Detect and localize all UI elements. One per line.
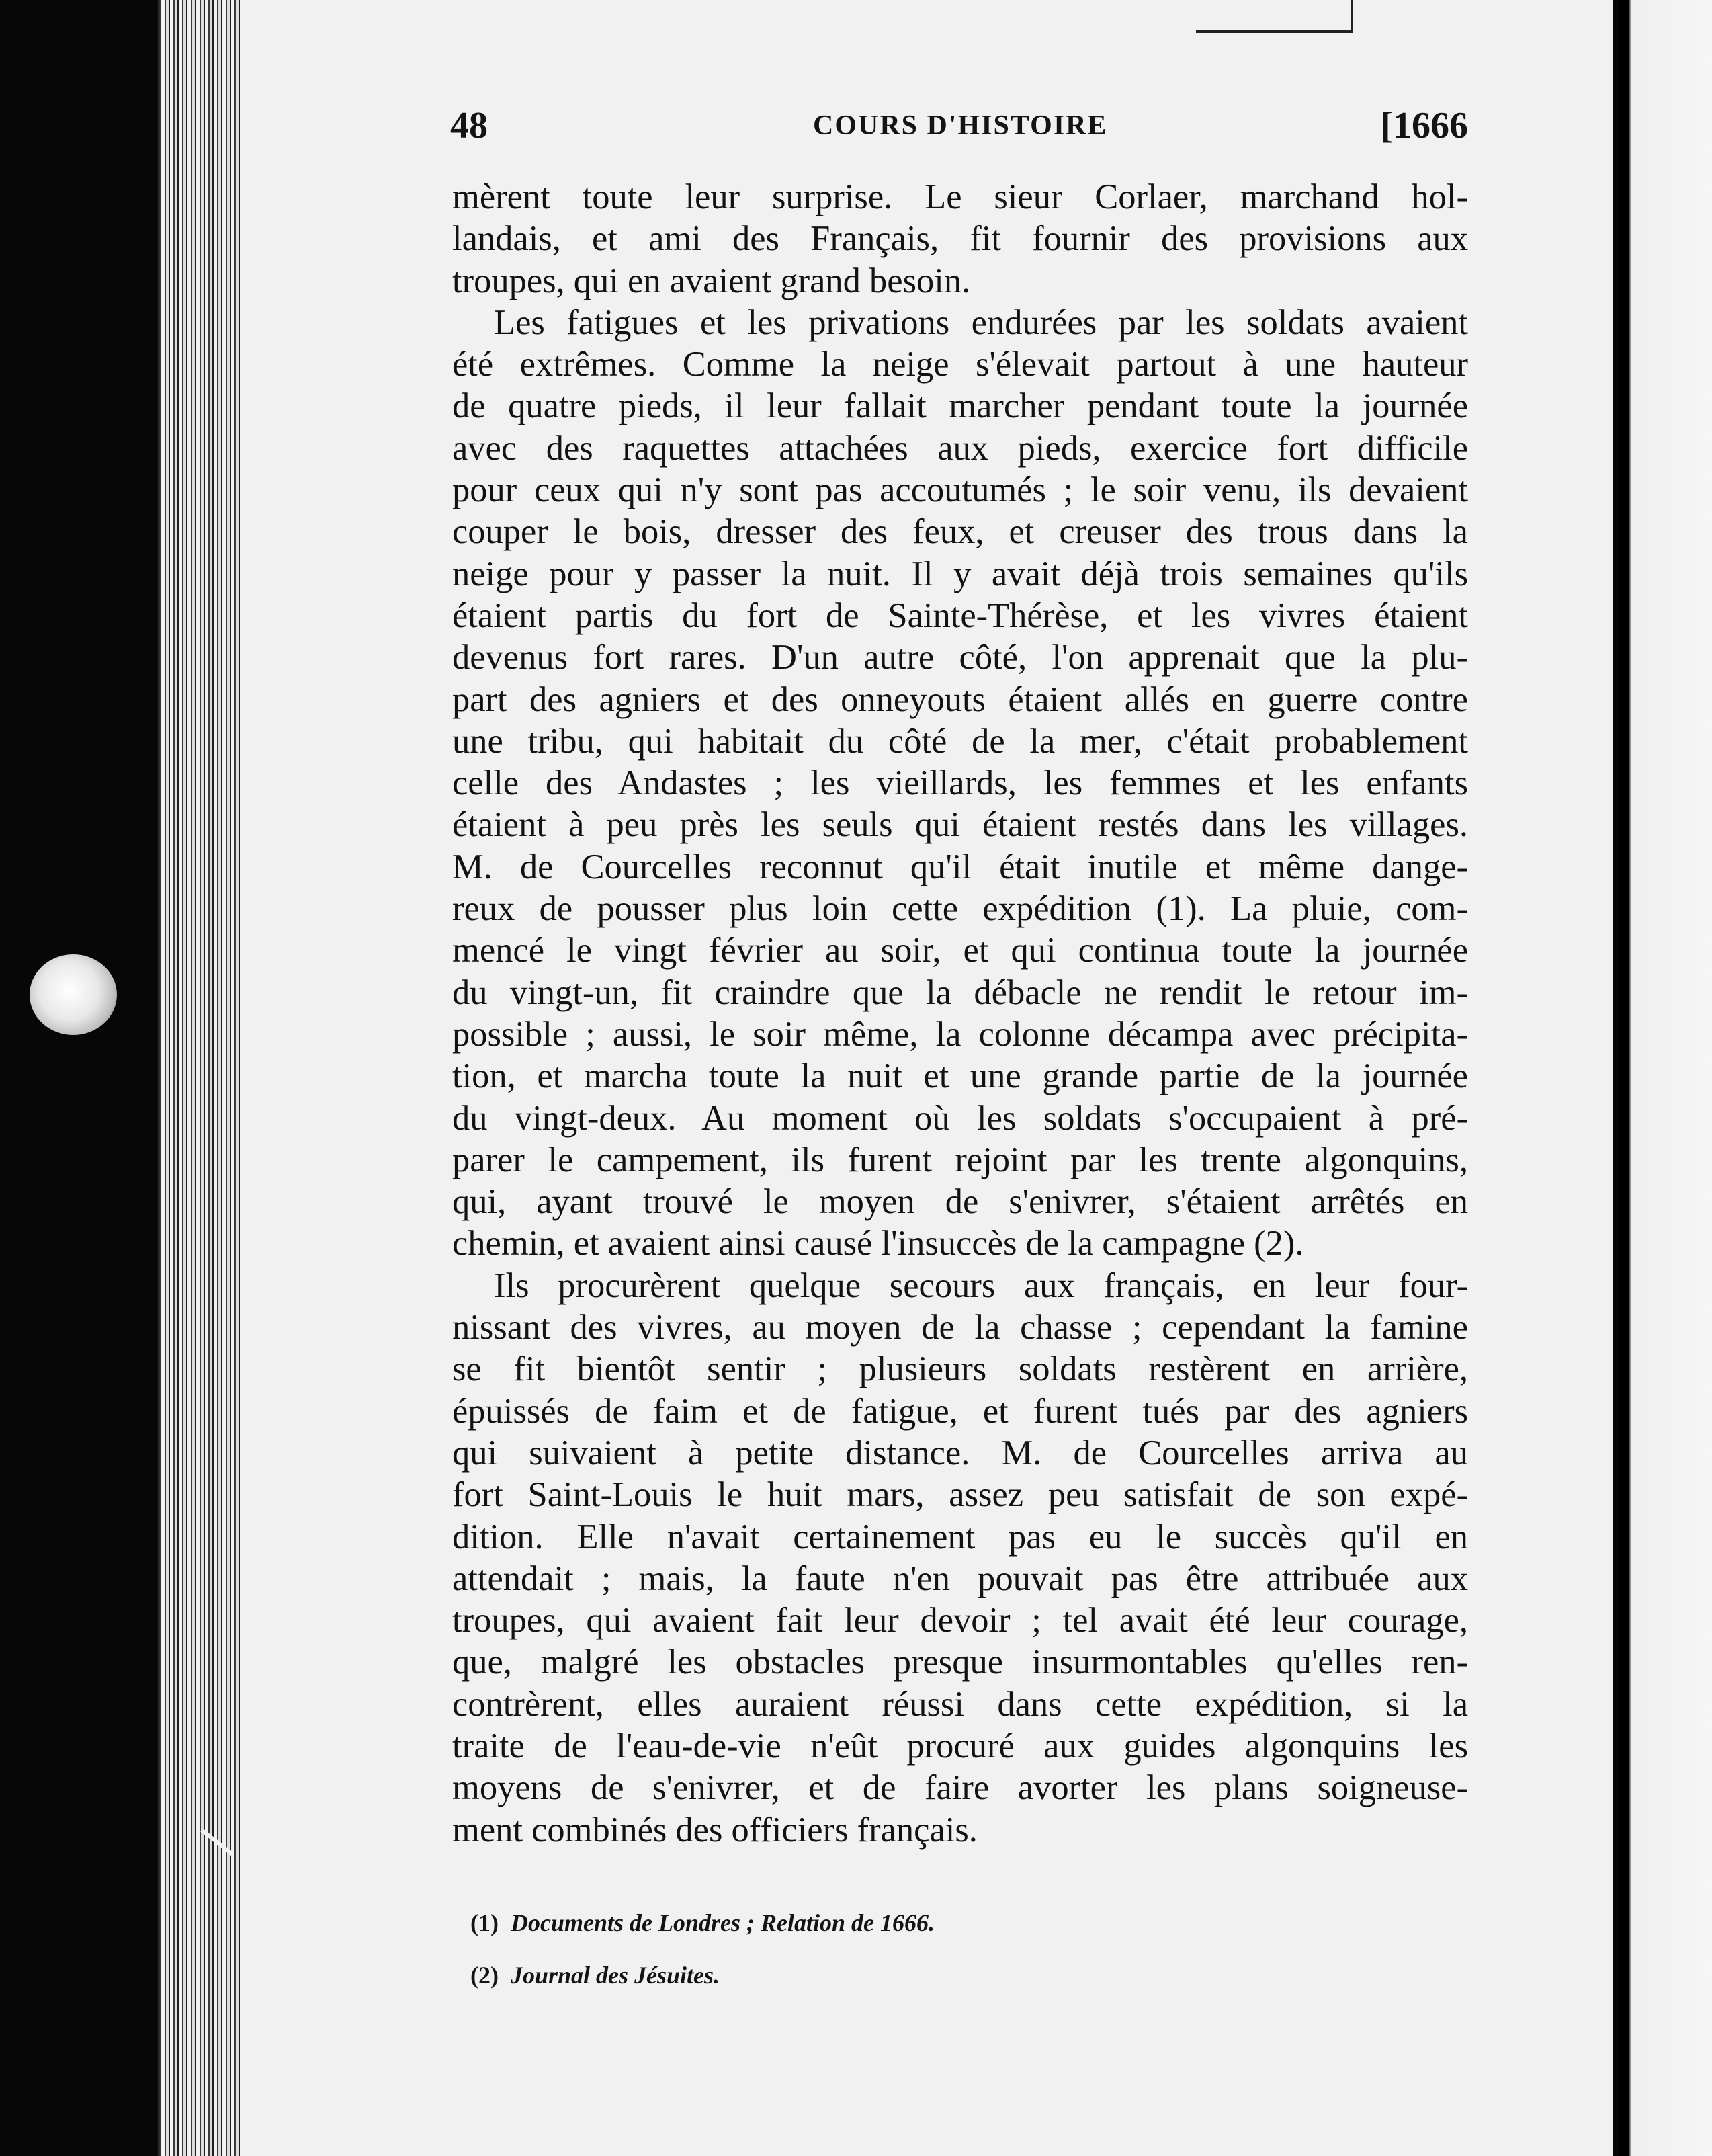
text-line: qui suivaient à petite distance. M. de Courcelles arriva au <box>452 1433 1468 1473</box>
text-line: ment combinés des officiers français. <box>452 1810 978 1850</box>
text-line: avec des raquettes attachées aux pieds, exercice fort difficile <box>452 428 1468 468</box>
text-line: que, malgré les obstacles presque insurmontables qu'elles ren- <box>452 1643 1468 1682</box>
text-line: moyens de s'enivrer, et de faire avorter les plans soigneuse- <box>452 1768 1468 1808</box>
footnote-1 <box>470 1897 1411 1949</box>
text-line: mèrent toute leur surprise. Le sieur Corlaer, marchand hol- <box>452 177 1468 216</box>
text-line: possible ; aussi, le soir même, la colonne décampa avec précipita- <box>452 1014 1468 1054</box>
text-line: devenus fort rares. D'un autre côté, l'on apprenait que la plu- <box>452 638 1468 677</box>
footnote-mark: (2) <box>470 1962 499 1989</box>
text-line: chemin, et avaient ainsi causé l'insuccès de la campagne (2). <box>452 1224 1304 1263</box>
footnote-2 <box>470 1949 1411 2001</box>
text-line: troupes, qui en avaient grand besoin. <box>452 261 971 300</box>
text-line: qui, ayant trouvé le moyen de s'enivrer, s'étaient arrêtés en <box>452 1182 1468 1222</box>
footnotes <box>470 1897 1411 2001</box>
text-line: du vingt-un, fit craindre que la débacle ne rendit le retour im- <box>452 972 1468 1012</box>
text-line: mencé le vingt février au soir, et qui continua toute la journée <box>452 931 1468 970</box>
text-line: nissant des vivres, au moyen de la chasse ; cependant la famine <box>452 1308 1468 1348</box>
text-line: pour ceux qui n'y sont pas accoutumés ; le soir venu, ils devaient <box>452 470 1468 510</box>
running-header <box>450 97 1468 158</box>
text-line: du vingt-deux. Au moment où les soldats s'occupaient à pré- <box>452 1098 1468 1138</box>
text-line: parer le campement, ils furent rejoint par les trente algonquins, <box>452 1140 1468 1179</box>
page-top-mark <box>1196 0 1353 33</box>
text-line: tion, et marcha toute la nuit et une grande partie de la journée <box>452 1056 1468 1096</box>
footnote-text: Journal des Jésuites. <box>510 1962 720 1989</box>
text-line: attendait ; mais, la faute n'en pouvait pas être attribuée aux <box>452 1559 1468 1598</box>
text-line: Ils procurèrent quelque secours aux français, en leur four- <box>494 1266 1468 1305</box>
text-line: celle des Andastes ; les vieillards, les femmes et les enfants <box>452 763 1468 803</box>
running-title: COURS D'HISTOIRE <box>813 110 1108 141</box>
text-line: contrèrent, elles auraient réussi dans cette expédition, si la <box>452 1684 1468 1724</box>
text-line: étaient partis du fort de Sainte-Thérèse, et les vivres étaient <box>452 595 1468 635</box>
text-line: été extrêmes. Comme la neige s'élevait partout à une hauteur <box>452 345 1468 384</box>
page-number: 48 <box>450 105 488 147</box>
text-line: traite de l'eau-de-vie n'eût procuré aux guides algonquins les <box>452 1726 1468 1766</box>
text-line: M. de Courcelles reconnut qu'il était inutile et même dange- <box>452 847 1468 886</box>
scan-artifact-blob <box>30 954 117 1035</box>
footnote-mark: (1) <box>470 1909 499 1936</box>
facing-page-edge <box>1619 0 1712 2156</box>
text-line: couper le bois, dresser des feux, et creuser des trous dans la <box>452 512 1468 552</box>
footnote-text: Documents de Londres ; Relation de 1666. <box>510 1909 935 1936</box>
text-line: neige pour y passer la nuit. Il y avait déjà trois semaines qu'ils <box>452 554 1468 593</box>
text-line: épuissés de faim et de fatigue, et furent tués par des agniers <box>452 1391 1468 1431</box>
text-line: reux de pousser plus loin cette expédition (1). La pluie, com- <box>452 889 1468 929</box>
text-line: de quatre pieds, il leur fallait marcher pendant toute la journée <box>452 386 1468 426</box>
text-line: part des agniers et des onneyouts étaient allés en guerre contre <box>452 679 1468 719</box>
text-line: troupes, qui avaient fait leur devoir ; tel avait été leur courage, <box>452 1601 1468 1641</box>
text-line: étaient à peu près les seuls qui étaient restés dans les villages. <box>452 805 1468 845</box>
body-text <box>452 176 1468 1851</box>
text-line: Les fatigues et les privations endurées par les soldats avaient <box>494 302 1468 342</box>
text-line: fort Saint-Louis le huit mars, assez peu satisfait de son expé- <box>452 1475 1468 1515</box>
header-year: [1666 <box>1380 105 1468 147</box>
text-line: se fit bientôt sentir ; plusieurs soldats restèrent en arrière, <box>452 1350 1468 1389</box>
text-line: landais, et ami des Français, fit fournir des provisions aux <box>452 219 1468 259</box>
text-line: dition. Elle n'avait certainement pas eu le succès qu'il en <box>452 1517 1468 1557</box>
text-line: une tribu, qui habitait du côté de la mer, c'était probablement <box>452 721 1468 761</box>
